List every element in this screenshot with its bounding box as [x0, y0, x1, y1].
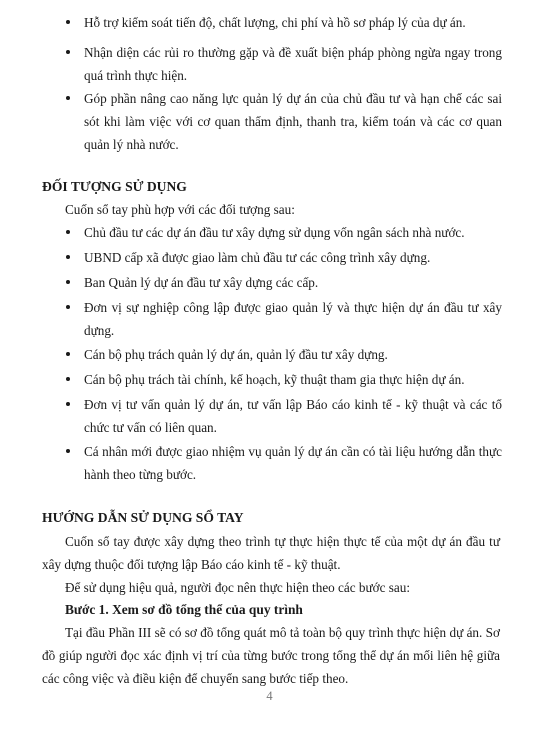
bullet-dot: [66, 96, 70, 100]
bullet-dot: [66, 377, 70, 381]
bullet-dot: [66, 255, 70, 259]
page-number: 4: [266, 689, 273, 703]
section-heading-doi-tuong: ĐỐI TƯỢNG SỬ DỤNG: [42, 179, 187, 194]
audience-item: Cá nhân mới được giao nhiệm vụ quản lý dự án cần có tài liệu hướng dẫn thực hành theo từng bước.: [84, 444, 502, 482]
bullet-dot: [66, 280, 70, 284]
section1-intro: Cuốn sổ tay phù hợp với các đối tượng sau:: [65, 202, 295, 217]
section2-para-1: Cuốn sổ tay được xây dựng theo trình tự thực hiện thực tế của một dự án đầu tư xây dựng thuộc đối tượng lập Báo cáo kinh tế - kỹ thuật.: [42, 534, 500, 572]
intro-bullet-3: Góp phần nâng cao năng lực quản lý dự án của chủ đầu tư và hạn chế các sai sót khi làm việc với cơ quan thẩm định, thanh tra, kiểm toán và các cơ quan quản lý nhà nước.: [84, 91, 502, 152]
section2-para-2: Để sử dụng hiệu quả, người đọc nên thực hiện theo các bước sau:: [65, 580, 411, 595]
bullet-dot: [66, 20, 70, 24]
step-1-title: Bước 1. Xem sơ đồ tổng thể của quy trình: [65, 602, 303, 617]
section-heading-huong-dan: HƯỚNG DẪN SỬ DỤNG SỔ TAY: [42, 510, 244, 525]
audience-item: Đơn vị sự nghiệp công lập được giao quản lý và thực hiện dự án đầu tư xây dựng.: [84, 300, 502, 338]
bullet-dot: [66, 352, 70, 356]
audience-item: Cán bộ phụ trách tài chính, kế hoạch, kỹ thuật tham gia thực hiện dự án.: [84, 372, 465, 387]
audience-item: Đơn vị tư vấn quản lý dự án, tư vấn lập Báo cáo kinh tế - kỹ thuật và các tổ chức tư vấn có liên quan.: [84, 397, 502, 435]
bullet-dot: [66, 402, 70, 406]
audience-item: UBND cấp xã được giao làm chủ đầu tư các công trình xây dựng.: [84, 250, 431, 265]
bullet-dot: [66, 449, 70, 453]
audience-item: Ban Quản lý dự án đầu tư xây dựng các cấp.: [84, 275, 319, 290]
audience-item: Chủ đầu tư các dự án đầu tư xây dựng sử dụng vốn ngân sách nhà nước.: [84, 225, 465, 240]
audience-item: Cán bộ phụ trách quản lý dự án, quản lý đầu tư xây dựng.: [84, 347, 388, 362]
step-1-text: Tại đầu Phần III sẽ có sơ đồ tổng quát mô tả toàn bộ quy trình thực hiện dự án. Sơ đồ giúp người đọc xác định vị trí của từng bước trong tổng thể dự án mối liên hệ giữa các công việc và điều kiện để chuyển sang bước tiếp theo.: [42, 625, 500, 686]
bullet-dot: [66, 230, 70, 234]
intro-bullet-1: Hỗ trợ kiểm soát tiến độ, chất lượng, chi phí và hồ sơ pháp lý của dự án.: [84, 15, 466, 30]
bullet-dot: [66, 305, 70, 309]
intro-bullet-2: Nhận diện các rủi ro thường gặp và đề xuất biện pháp phòng ngừa ngay trong quá trình thực hiện.: [84, 45, 502, 83]
bullet-dot: [66, 50, 70, 54]
